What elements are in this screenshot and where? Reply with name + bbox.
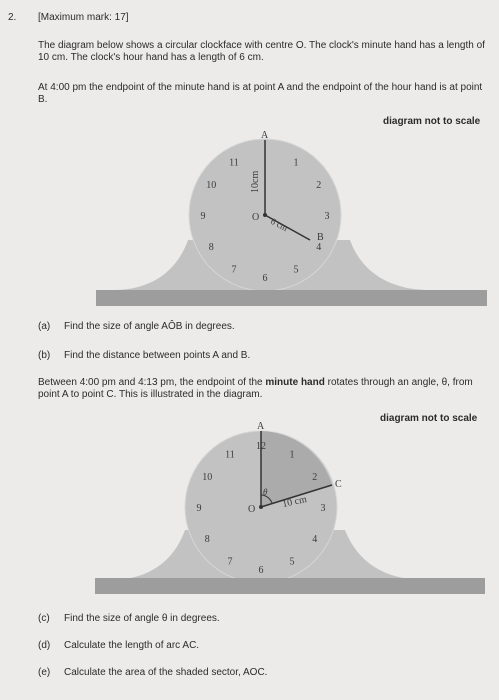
clock-numeral: 3 (320, 503, 326, 514)
centre-point-1 (263, 213, 267, 217)
clock-numeral: 5 (289, 556, 295, 568)
minute-length-label-1: 10cm (250, 170, 261, 193)
hour-length-label-1: 6 cm (269, 215, 290, 234)
question-number: 2. (8, 12, 17, 23)
part-a-label: (a) (38, 321, 51, 332)
clock-diagram-2 (0, 415, 499, 605)
part-c-text: Find the size of angle θ in degrees. (64, 613, 220, 624)
clock-numeral: 2 (316, 180, 322, 191)
clock-numeral: 6 (258, 565, 264, 576)
part-b-label: (b) (38, 350, 51, 361)
part-b-text: Find the distance between points A and B. (64, 350, 251, 361)
clock-diagram-1 (0, 120, 499, 310)
clock-numeral: 10 (202, 472, 213, 483)
centre-o-label-2: O (248, 504, 256, 515)
part-c-label: (c) (38, 613, 50, 624)
clock-numeral: 11 (225, 449, 235, 461)
part-d-label: (d) (38, 640, 51, 651)
point-a-label-2: A (257, 421, 265, 432)
point-c-label-2: C (335, 479, 342, 490)
max-mark: [Maximum mark: 17] (38, 12, 129, 23)
part-e-text: Calculate the area of the shaded sector, AOC. (64, 667, 268, 678)
clock-numeral: 1 (293, 157, 299, 169)
clock-base-2 (95, 578, 485, 594)
theta-label: θ (263, 487, 268, 497)
intro-text: The diagram below shows a circular clockface with centre O. The clock's minute hand has a length of 10 cm. The clock's hour hand has a length of 6 cm. (38, 40, 485, 63)
clock-numeral: 8 (208, 242, 214, 253)
clock-numeral: 9 (196, 503, 202, 514)
clock-numeral: 8 (204, 534, 210, 545)
clock-numeral: 7 (231, 264, 237, 276)
part-d-text: Calculate the length of arc AC. (64, 640, 200, 651)
clock-numeral: 2 (312, 472, 318, 483)
clock-numeral: 3 (324, 211, 330, 222)
clock-numeral: 5 (293, 264, 299, 276)
point-a-label-1: A (261, 130, 269, 141)
part-a-text: Find the size of angle AÔB in degrees. (64, 321, 235, 332)
clock-numeral: 4 (312, 534, 318, 545)
clock-numeral: 12 (256, 441, 266, 452)
clock-numeral: 9 (200, 211, 206, 222)
clock-numeral: 11 (229, 157, 239, 169)
point-b-label-1: B (317, 232, 324, 243)
diagram-note-1: diagram not to scale (383, 116, 481, 127)
minute-length-label-2: 10 cm (281, 494, 308, 510)
clock-numeral: 10 (206, 180, 217, 191)
clock-numeral: 7 (227, 556, 233, 568)
diagram-note-2: diagram not to scale (380, 413, 478, 424)
rotation-statement: Between 4:00 pm and 4:13 pm, the endpoint of the minute hand rotates through an angle, θ, from point A to point C. This is illustrated in the diagram. (38, 377, 473, 400)
part-e-label: (e) (38, 667, 51, 678)
time-statement: At 4:00 pm the endpoint of the minute hand is at point A and the endpoint of the hour hand is at point B. (38, 82, 483, 105)
centre-point-2 (259, 505, 263, 509)
centre-o-label-1: O (252, 212, 260, 223)
clock-numeral: 1 (289, 449, 295, 461)
clock-numeral: 6 (262, 273, 268, 284)
clock-base-1 (96, 290, 487, 306)
clock-numeral: 4 (316, 242, 322, 253)
